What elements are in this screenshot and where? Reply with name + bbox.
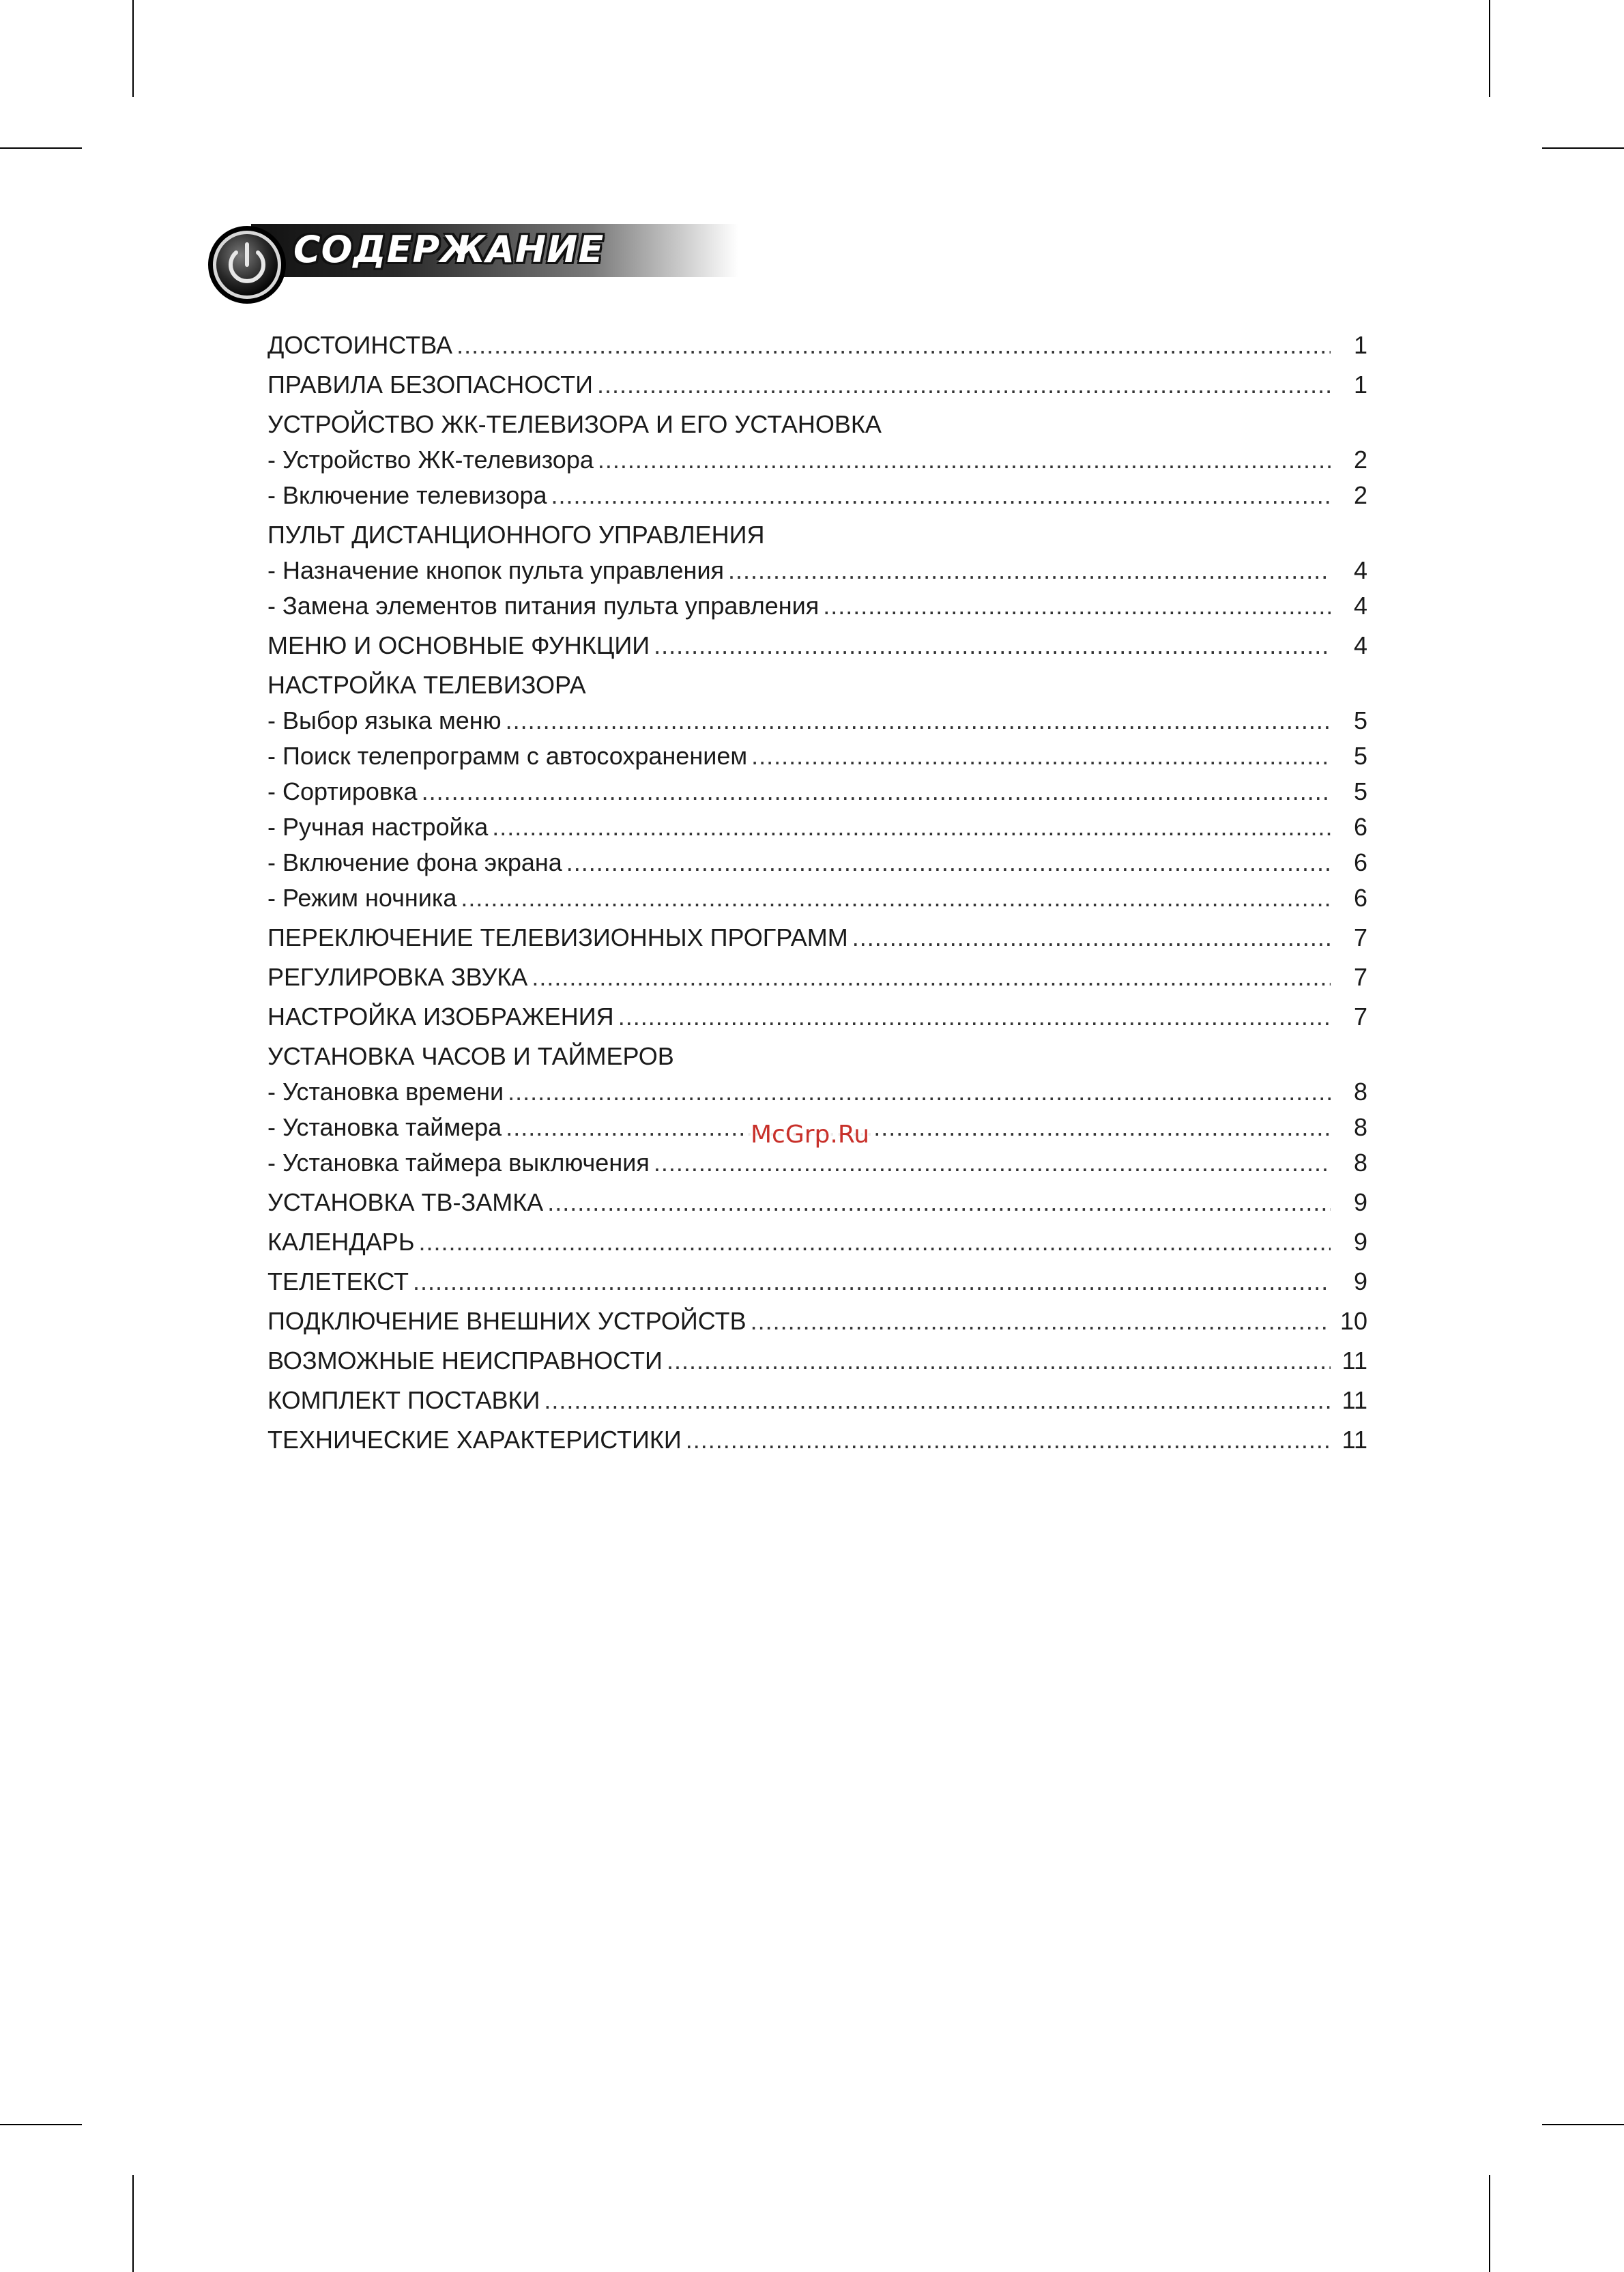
toc-leader-dots xyxy=(547,1190,1331,1215)
toc-leader-dots xyxy=(728,558,1331,583)
toc-entry-page: 4 xyxy=(1353,592,1367,620)
toc-entry-title: ПОДКЛЮЧЕНИЕ ВНЕШНИХ УСТРОЙСТВ xyxy=(267,1307,746,1335)
toc-entry-title: ТЕХНИЧЕСКИЕ ХАРАКТЕРИСТИКИ xyxy=(267,1426,682,1454)
table-of-contents xyxy=(267,333,1367,1452)
toc-entry-page: 7 xyxy=(1353,923,1367,951)
toc-entry-title: РЕГУЛИРОВКА ЗВУКА xyxy=(267,963,528,991)
toc-entry xyxy=(267,333,1367,358)
toc-leader-dots xyxy=(667,1349,1331,1373)
crop-mark-bottom-right-vertical xyxy=(1489,2175,1490,2272)
toc-entry xyxy=(267,1190,1367,1215)
toc-leader-dots xyxy=(598,448,1331,472)
toc-entry-page: 6 xyxy=(1353,848,1367,876)
toc-leader-dots xyxy=(751,1309,1331,1334)
toc-entry-page: 9 xyxy=(1353,1188,1367,1216)
toc-entry-page: 5 xyxy=(1353,777,1367,805)
toc-subentry xyxy=(267,708,1367,733)
toc-entry-page: 9 xyxy=(1353,1228,1367,1256)
toc-heading-title: ПУЛЬТ ДИСТАНЦИОННОГО УПРАВЛЕНИЯ xyxy=(267,521,765,549)
toc-subentry xyxy=(267,1080,1367,1104)
toc-entry-page: 8 xyxy=(1353,1149,1367,1177)
toc-entry-page: 4 xyxy=(1353,556,1367,584)
toc-entry-title: - Устройство ЖК-телевизора xyxy=(267,446,594,474)
section-header xyxy=(206,224,738,306)
toc-leader-dots xyxy=(413,1269,1331,1294)
toc-leader-dots xyxy=(823,594,1331,618)
toc-heading xyxy=(267,523,1367,547)
toc-subentry xyxy=(267,448,1367,472)
toc-entry-title: - Включение телевизора xyxy=(267,481,547,509)
power-icon xyxy=(206,224,288,306)
crop-mark-top-left-vertical xyxy=(132,0,134,97)
toc-leader-dots xyxy=(852,925,1331,950)
toc-entry-title: - Назначение кнопок пульта управления xyxy=(267,556,725,584)
toc-leader-dots xyxy=(506,1115,1331,1140)
toc-subentry xyxy=(267,483,1367,508)
toc-entry xyxy=(267,1005,1367,1029)
toc-entry-title: КОМПЛЕКТ ПОСТАВКИ xyxy=(267,1386,540,1414)
toc-entry-page: 7 xyxy=(1353,1003,1367,1031)
crop-mark-top-right-vertical xyxy=(1489,0,1490,97)
toc-entry-page: 5 xyxy=(1353,706,1367,734)
toc-entry-page: 8 xyxy=(1353,1113,1367,1141)
toc-entry-page: 11 xyxy=(1342,1426,1367,1454)
toc-entry-title: - Поиск телепрограмм с автосохранением xyxy=(267,742,748,770)
crop-mark-top-right-horizontal xyxy=(1542,147,1624,149)
toc-entry xyxy=(267,925,1367,950)
crop-mark-top-left-horizontal xyxy=(0,147,82,149)
toc-leader-dots xyxy=(597,373,1331,397)
toc-entry-title: - Ручная настройка xyxy=(267,813,489,841)
toc-entry-page: 6 xyxy=(1353,813,1367,841)
toc-entry-title: ДОСТОИНСТВА xyxy=(267,331,453,359)
page-title: СОДЕРЖАНИЕ xyxy=(293,228,605,271)
toc-subentry xyxy=(267,558,1367,583)
toc-entry-title: КАЛЕНДАРЬ xyxy=(267,1228,415,1256)
toc-entry-page: 2 xyxy=(1353,481,1367,509)
toc-entry xyxy=(267,1309,1367,1334)
toc-entry xyxy=(267,1269,1367,1294)
toc-entry-page: 10 xyxy=(1339,1307,1367,1335)
toc-subentry xyxy=(267,850,1367,875)
toc-entry xyxy=(267,1388,1367,1413)
toc-entry-page: 6 xyxy=(1353,884,1367,912)
toc-entry-title: - Режим ночника xyxy=(267,884,457,912)
toc-entry-title: УСТАНОВКА ТВ-ЗАМКА xyxy=(267,1188,544,1216)
toc-entry-title: НАСТРОЙКА ИЗОБРАЖЕНИЯ xyxy=(267,1003,614,1031)
toc-entry-title: - Замена элементов питания пульта управления xyxy=(267,592,820,620)
toc-leader-dots xyxy=(544,1388,1331,1413)
toc-leader-dots xyxy=(654,1151,1331,1175)
toc-leader-dots xyxy=(532,965,1331,990)
toc-entry-title: - Включение фона экрана xyxy=(267,848,562,876)
toc-heading-title: УСТРОЙСТВО ЖК-ТЕЛЕВИЗОРА И ЕГО УСТАНОВКА xyxy=(267,410,882,438)
toc-entry xyxy=(267,1230,1367,1254)
toc-entry-title: - Выбор языка меню xyxy=(267,706,502,734)
toc-leader-dots xyxy=(506,708,1331,733)
toc-heading-title: УСТАНОВКА ЧАСОВ И ТАЙМЕРОВ xyxy=(267,1042,674,1070)
toc-entry-page: 1 xyxy=(1353,331,1367,359)
crop-mark-bottom-right-horizontal xyxy=(1542,2124,1624,2125)
toc-entry-page: 11 xyxy=(1342,1347,1367,1375)
toc-leader-dots xyxy=(456,333,1331,358)
toc-entry xyxy=(267,1349,1367,1373)
toc-entry xyxy=(267,633,1367,658)
toc-entry-title: ТЕЛЕТЕКСТ xyxy=(267,1267,409,1295)
toc-entry-page: 11 xyxy=(1342,1386,1367,1414)
toc-subentry xyxy=(267,779,1367,804)
toc-entry-title: - Установка таймера выключения xyxy=(267,1149,650,1177)
toc-entry-title: - Установка таймера xyxy=(267,1113,502,1141)
toc-subentry xyxy=(267,815,1367,839)
toc-leader-dots xyxy=(566,850,1331,875)
toc-leader-dots xyxy=(654,633,1331,658)
toc-entry-page: 1 xyxy=(1353,371,1367,399)
toc-leader-dots xyxy=(418,1230,1331,1254)
toc-heading-title: НАСТРОЙКА ТЕЛЕВИЗОРА xyxy=(267,671,586,699)
crop-mark-bottom-left-vertical xyxy=(132,2175,134,2272)
toc-leader-dots xyxy=(686,1428,1331,1452)
toc-leader-dots xyxy=(751,744,1331,768)
toc-entry-page: 8 xyxy=(1353,1078,1367,1106)
toc-entry-title: ПРАВИЛА БЕЗОПАСНОСТИ xyxy=(267,371,593,399)
toc-leader-dots xyxy=(461,886,1331,910)
toc-entry xyxy=(267,965,1367,990)
toc-subentry xyxy=(267,594,1367,618)
toc-leader-dots xyxy=(492,815,1331,839)
toc-entry xyxy=(267,1428,1367,1452)
toc-subentry xyxy=(267,886,1367,910)
toc-entry-page: 2 xyxy=(1353,446,1367,474)
toc-entry-page: 4 xyxy=(1353,631,1367,659)
toc-entry xyxy=(267,373,1367,397)
toc-entry-title: - Сортировка xyxy=(267,777,418,805)
toc-entry-page: 5 xyxy=(1353,742,1367,770)
toc-entry-page: 9 xyxy=(1353,1267,1367,1295)
toc-entry-title: ВОЗМОЖНЫЕ НЕИСПРАВНОСТИ xyxy=(267,1347,663,1375)
toc-subentry xyxy=(267,1151,1367,1175)
toc-heading xyxy=(267,673,1367,698)
toc-heading xyxy=(267,412,1367,437)
toc-heading xyxy=(267,1044,1367,1069)
toc-leader-dots xyxy=(551,483,1331,508)
toc-subentry xyxy=(267,744,1367,768)
toc-entry-title: - Установка времени xyxy=(267,1078,504,1106)
watermark-text: McGrp.Ru xyxy=(748,1121,872,1149)
toc-entry-title: ПЕРЕКЛЮЧЕНИЕ ТЕЛЕВИЗИОННЫХ ПРОГРАММ xyxy=(267,923,848,951)
toc-leader-dots xyxy=(508,1080,1331,1104)
toc-leader-dots xyxy=(618,1005,1331,1029)
toc-entry-title: МЕНЮ И ОСНОВНЫЕ ФУНКЦИИ xyxy=(267,631,650,659)
toc-entry-page: 7 xyxy=(1353,963,1367,991)
toc-leader-dots xyxy=(422,779,1331,804)
crop-mark-bottom-left-horizontal xyxy=(0,2124,82,2125)
